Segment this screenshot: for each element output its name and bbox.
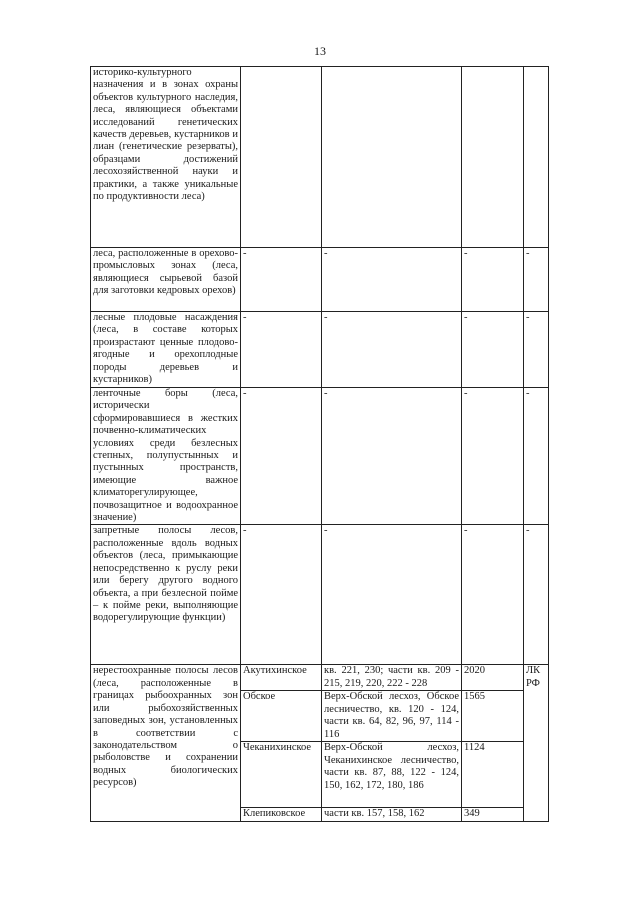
law-cell: - [524, 525, 549, 665]
area-cell: 1565 [462, 691, 524, 742]
law-cell: - [524, 248, 549, 312]
forest-table [90, 66, 549, 822]
area-cell: - [462, 248, 524, 312]
forestry-cell: Акутихинское [241, 665, 322, 691]
law-cell: - [524, 388, 549, 525]
category-cell: нерестоохранные полосы лесов (леса, расположенные в границах рыбоохранных зон или рыбохозяйственных заповедных зон, установленных в соответствии с законодательством о рыболовстве и сохранении водных биологических ресурсов) [91, 665, 241, 822]
forestry-cell: Клепиковское [241, 808, 322, 822]
category-cell: историко-культурного назначения и в зонах охраны объектов культурного наследия, леса, являющиеся объектами исследований генетических качеств деревьев, кустарников и лиан (генетические резерваты), образцами достижений лесохозяйственной науки и практики, а также уникальные по продуктивности леса) [91, 67, 241, 248]
area-cell: 2020 [462, 665, 524, 691]
category-cell: запретные полосы лесов, расположенные вдоль водных объектов (леса, примыкающие непосредственно к руслу реки или берегу другого водного объекта, а при безлесной пойме – к пойме реки, выполняющие водорегулирующие функции) [91, 525, 241, 665]
location-cell: - [322, 312, 462, 388]
page-number: 13 [314, 44, 326, 58]
category-cell: лесные плодовые насаждения (леса, в составе которых произрастают ценные плодово-ягодные и орехоплодные породы деревьев и кустарников) [91, 312, 241, 388]
forestry-cell: - [241, 248, 322, 312]
area-cell: 1124 [462, 742, 524, 808]
location-cell: Верх-Обской лесхоз, Обское лесничество, кв. 120 - 124, части кв. 64, 82, 96, 97, 114 - 116 [322, 691, 462, 742]
location-cell: - [322, 525, 462, 665]
forestry-cell: Чеканихинское [241, 742, 322, 808]
table-row [91, 248, 549, 312]
table-row [91, 67, 549, 248]
area-cell: 349 [462, 808, 524, 822]
forestry-cell: Обское [241, 691, 322, 742]
law-cell: ЛК РФ [524, 665, 549, 822]
forestry-cell [241, 67, 322, 248]
location-cell: - [322, 388, 462, 525]
location-cell [322, 67, 462, 248]
category-cell: ленточные боры (леса, исторически сформировавшиеся в жестких почвенно-климатических условиях среди безлесных степных, полупустынных и пустынных пространств, имеющие важное климаторегулирующее, почвозащитное и водоохранное значение) [91, 388, 241, 525]
location-cell: - [322, 248, 462, 312]
area-cell [462, 67, 524, 248]
table-row [91, 665, 549, 691]
table-row [91, 312, 549, 388]
law-cell: - [524, 312, 549, 388]
area-cell: - [462, 312, 524, 388]
category-cell: леса, расположенные в орехово-промысловых зонах (леса, являющиеся сырьевой базой для заготовки кедровых орехов) [91, 248, 241, 312]
forestry-cell: - [241, 312, 322, 388]
location-cell: кв. 221, 230; части кв. 209 - 215, 219, 220, 222 - 228 [322, 665, 462, 691]
forestry-cell: - [241, 525, 322, 665]
area-cell: - [462, 388, 524, 525]
location-cell: Верх-Обской лесхоз, Чеканихинское лесничество, части кв. 87, 88, 122 - 124, 150, 162, 172, 180, 186 [322, 742, 462, 808]
forestry-cell: - [241, 388, 322, 525]
table-row [91, 525, 549, 665]
location-cell: части кв. 157, 158, 162 [322, 808, 462, 822]
area-cell: - [462, 525, 524, 665]
law-cell [524, 67, 549, 248]
table-row [91, 388, 549, 525]
